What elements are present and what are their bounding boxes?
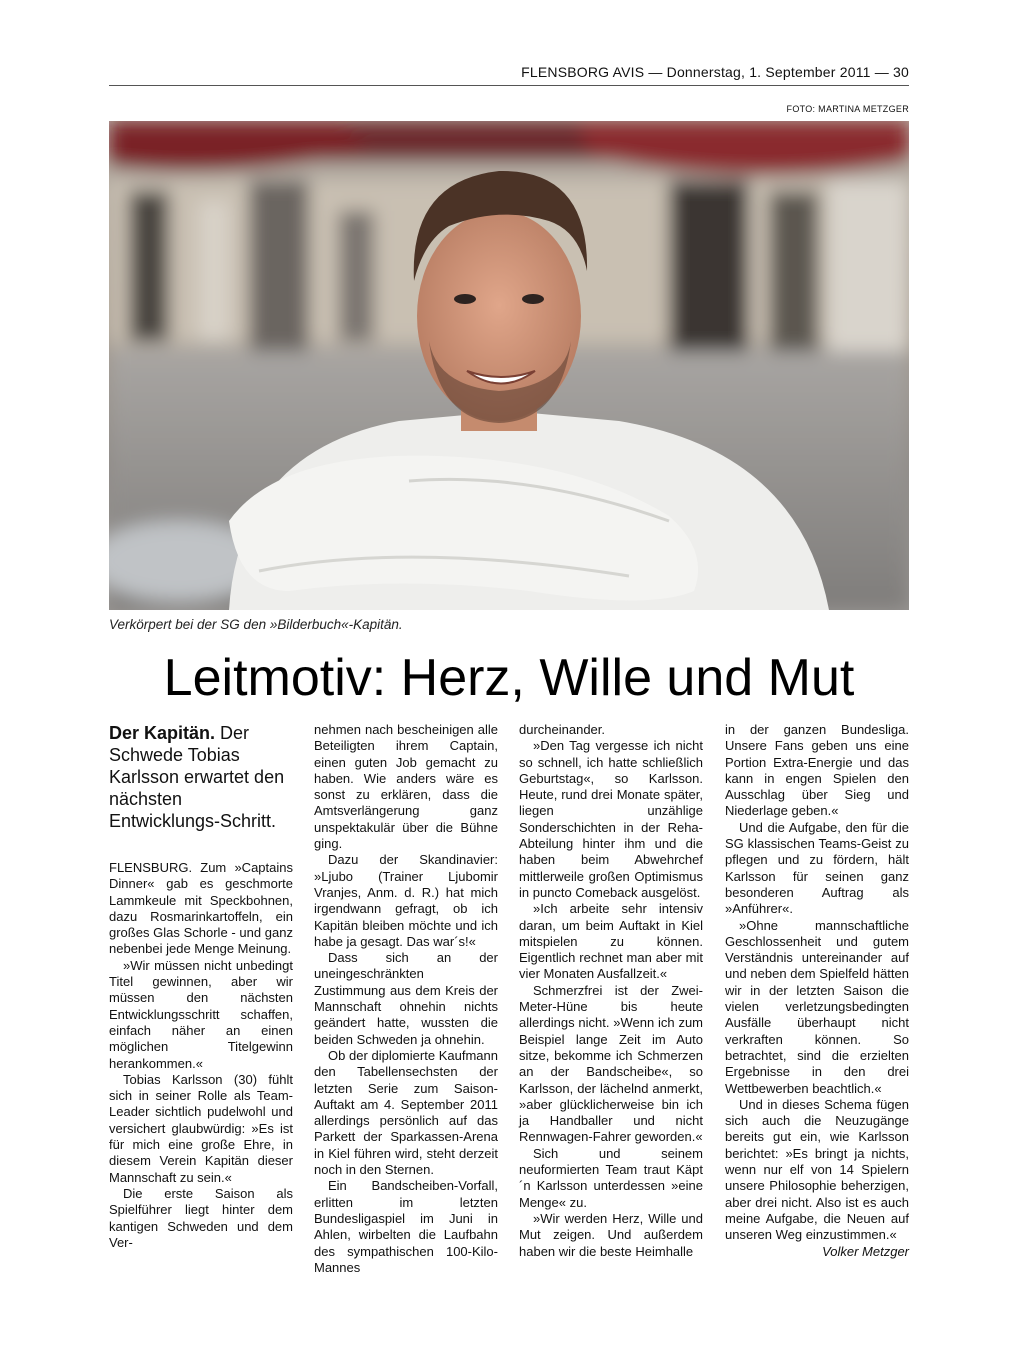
page-header: FLENSBORG AVIS — Donnerstag, 1. September 2011 — 30 <box>521 64 909 80</box>
article-headline: Leitmotiv: Herz, Wille und Mut <box>163 649 855 707</box>
author-byline: Volker Metzger <box>822 1243 909 1259</box>
article-column-3 <box>519 722 703 1260</box>
paragraph: Ob der diplomierte Kaufmann den Tabellensechsten der letzten Serie zum Saison-Auftakt am 4. September 2011 allerdings persönlich auf das Parkett der Sparkassen-Arena in Kiel führen wird, steht derzeit noch in den Sternen. <box>314 1047 498 1178</box>
paragraph: Dazu der Skandinavier: »Ljubo (Trainer Ljubomir Vranjes, Anm. d. R.) hat mich irgendwann gefragt, ob ich Kapitän bleiben möchte und ich habe ja gesagt. Das war´s!« <box>314 852 498 949</box>
photo-credit: FOTO: MARTINA METZGER <box>786 104 909 114</box>
article-photo <box>109 121 909 610</box>
paragraph: Und in dieses Schema fügen sich auch die Neuzugänge bereits gut ein, wie Karlsson berichtet: »Es bringt ja nichts, wenn nur elf von 14 Spielern unsere Philosophie beherzigen, aber drei nicht. Also ist es auch meine Aufgabe, die Neuen auf unseren Weg einzustimmen.« <box>725 1096 909 1243</box>
paragraph: Und die Aufgabe, den für die SG klassischen Teams-Geist zu pflegen und zu fördern, hält Karlsson für seinen ganz besonderen Auftrag als »Anführer«. <box>725 819 909 917</box>
paragraph: in der ganzen Bundesliga. Unsere Fans geben uns eine Portion Extra-Energie und das kann in engen Spielen den Ausschlag über Sieg und Niederlage geben.« <box>725 722 909 819</box>
header-rule <box>109 85 909 86</box>
paragraph: Die erste Saison als Spielführer liegt hinter dem kantigen Schweden und dem Ver- <box>109 1185 293 1250</box>
portrait-illustration <box>109 121 909 610</box>
article-column-1 <box>109 722 293 1251</box>
deck-text: Der Schwede Tobias Karlsson erwartet den nächsten Entwicklungs-Schritt. <box>109 723 285 831</box>
paragraph: durcheinander. <box>519 722 606 737</box>
article-column-2 <box>314 722 498 1276</box>
article-deck <box>109 722 293 832</box>
article-column-4 <box>725 722 909 1260</box>
deck-kicker: Der Kapitän. <box>109 723 216 743</box>
paragraph: Ein Bandscheiben-Vorfall, erlitten im letzten Bundesligaspiel im Juni in Ahlen, wirbelten die Laufbahn des sympathischen 100-Kilo-Mannes <box>314 1178 498 1275</box>
paragraph: »Wir werden Herz, Wille und Mut zeigen. Und außerdem haben wir die beste Heimhalle <box>519 1210 703 1259</box>
paragraph: FLENSBURG. Zum »Captains Dinner« gab es geschmorte Lammkeule mit Speckbohnen, dazu Rosmarinkartoffeln, ein großes Glas Schorle - und ganz nebenbei jede Menge Meinung. <box>109 860 293 957</box>
paragraph: Sich und seinem neuformierten Team traut Käpt´n Karlsson unterdessen »eine Menge« zu. <box>519 1145 703 1210</box>
paragraph: »Ohne mannschaftliche Geschlossenheit und gutem Verständnis untereinander auf und neben dem Spielfeld hätten wir in der letzten Saison die vielen verletzungsbedingten Ausfälle überhaupt nicht verkraften können. So betrachtet, sind die erzielten Ergebnisse in den drei Wettbewerben beachtlich.« <box>725 917 909 1096</box>
photo-caption: Verkörpert bei der SG den »Bilderbuch«-Kapitän. <box>109 617 403 632</box>
paragraph: Schmerzfrei ist der Zwei-Meter-Hüne bis heute allerdings nicht. »Wenn ich zum Beispiel lange Zeit im Auto sitze, bekomme ich Schmerzen an der Bandscheibe«, so Karlsson, der lächelnd anmerkt, »aber glücklicherweise bin ich ja Handballer und nicht Rennwagen-Fahrer geworden.« <box>519 982 703 1145</box>
paragraph: Dass sich an der uneingeschränkten Zustimmung aus dem Kreis der Mannschaft ohnehin nichts geändert hatte, wussten die beiden Schweden ja ohnehin. <box>314 950 498 1047</box>
paragraph: »Den Tag vergesse ich nicht so schnell, ich hatte schließlich Geburtstag«, so Karlsson. Heute, rund drei Monate später, liegen unzählige Sonderschichten in der Reha-Abteilung hinter ihm und die haben beim Abwehrchef mittlerweile großen Optimismus in puncto Comeback ausgelöst. <box>519 738 703 900</box>
paragraph: nehmen nach bescheinigen alle Beteiligten ihrem Captain, einen guten Job gemacht zu haben. Wie anders wäre es sonst zu erklären, dass die Amtsverlängerung ganz unspektakulär über die Bühne ging. <box>314 722 498 852</box>
paragraph: »Ich arbeite sehr intensiv daran, um beim Auftakt in Kiel mitspielen zu können. Eigentlich rechnet man aber mit vier Monaten Ausfallzeit.« <box>519 901 703 982</box>
paragraph: Tobias Karlsson (30) fühlt sich in seiner Rolle als Team-Leader sichtlich pudelwohl und versichert glaubwürdig: »Es ist für mich eine große Ehre, in diesem Verein Kapitän dieser Mannschaft zu sein.« <box>109 1071 293 1185</box>
paragraph: »Wir müssen nicht unbedingt Titel gewinnen, aber wir müssen den nächsten Entwicklungsschritt schaffen, einfach näher an einen möglichen Titelgewinn herankommen.« <box>109 957 293 1071</box>
